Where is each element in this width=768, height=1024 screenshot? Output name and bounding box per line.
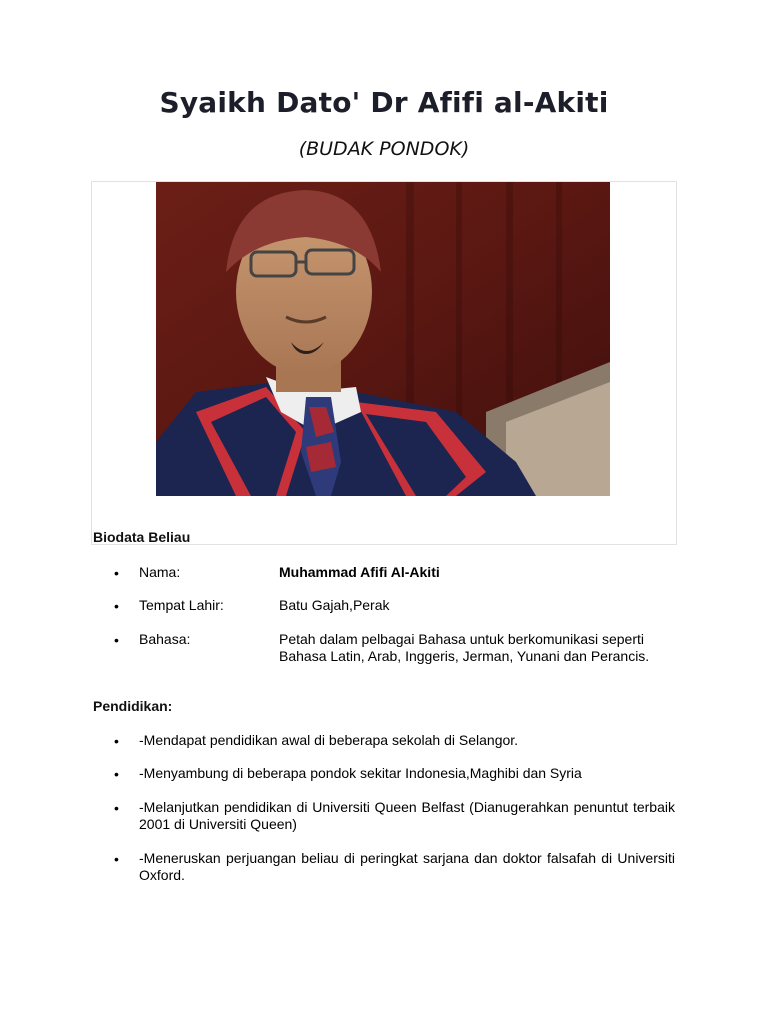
bullet-icon: • xyxy=(114,632,119,648)
bio-label: Nama: xyxy=(139,564,181,580)
bio-value: Muhammad Afifi Al-Akiti xyxy=(279,564,440,580)
bullet-icon: • xyxy=(114,598,119,614)
education-item: -Menyambung di beberapa pondok sekitar Indonesia,Maghibi dan Syria xyxy=(139,765,582,781)
bio-value: Batu Gajah,Perak xyxy=(279,597,390,613)
bullet-icon: • xyxy=(114,733,119,749)
bio-label: Tempat Lahir: xyxy=(139,597,224,613)
page-subtitle: (BUDAK PONDOK) xyxy=(298,138,470,160)
education-item: -Mendapat pendidikan awal di beberapa sekolah di Selangor. xyxy=(139,732,519,748)
education-item: -Meneruskan perjuangan beliau di peringkat sarjana dan doktor falsafah di Universiti Oxford. xyxy=(139,850,675,883)
bio-label: Bahasa: xyxy=(139,631,191,647)
page-title: Syaikh Dato' Dr Afifi al-Akiti xyxy=(159,86,609,119)
biodata-heading: Biodata Beliau xyxy=(93,529,191,545)
bullet-icon: • xyxy=(114,766,119,782)
education-item: -Melanjutkan pendidikan di Universiti Queen Belfast (Dianugerahkan penuntut terbaik 2001 di Universiti Queen) xyxy=(139,799,675,832)
bullet-icon: • xyxy=(114,800,119,816)
pendidikan-heading: Pendidikan: xyxy=(93,698,173,714)
bullet-icon: • xyxy=(114,851,119,867)
portrait-photo xyxy=(156,182,610,496)
bullet-icon: • xyxy=(114,565,119,581)
bio-value: Petah dalam pelbagai Bahasa untuk berkomunikasi seperti Bahasa Latin, Arab, Inggeris, Jerman, Yunani dan Perancis. xyxy=(279,631,650,664)
